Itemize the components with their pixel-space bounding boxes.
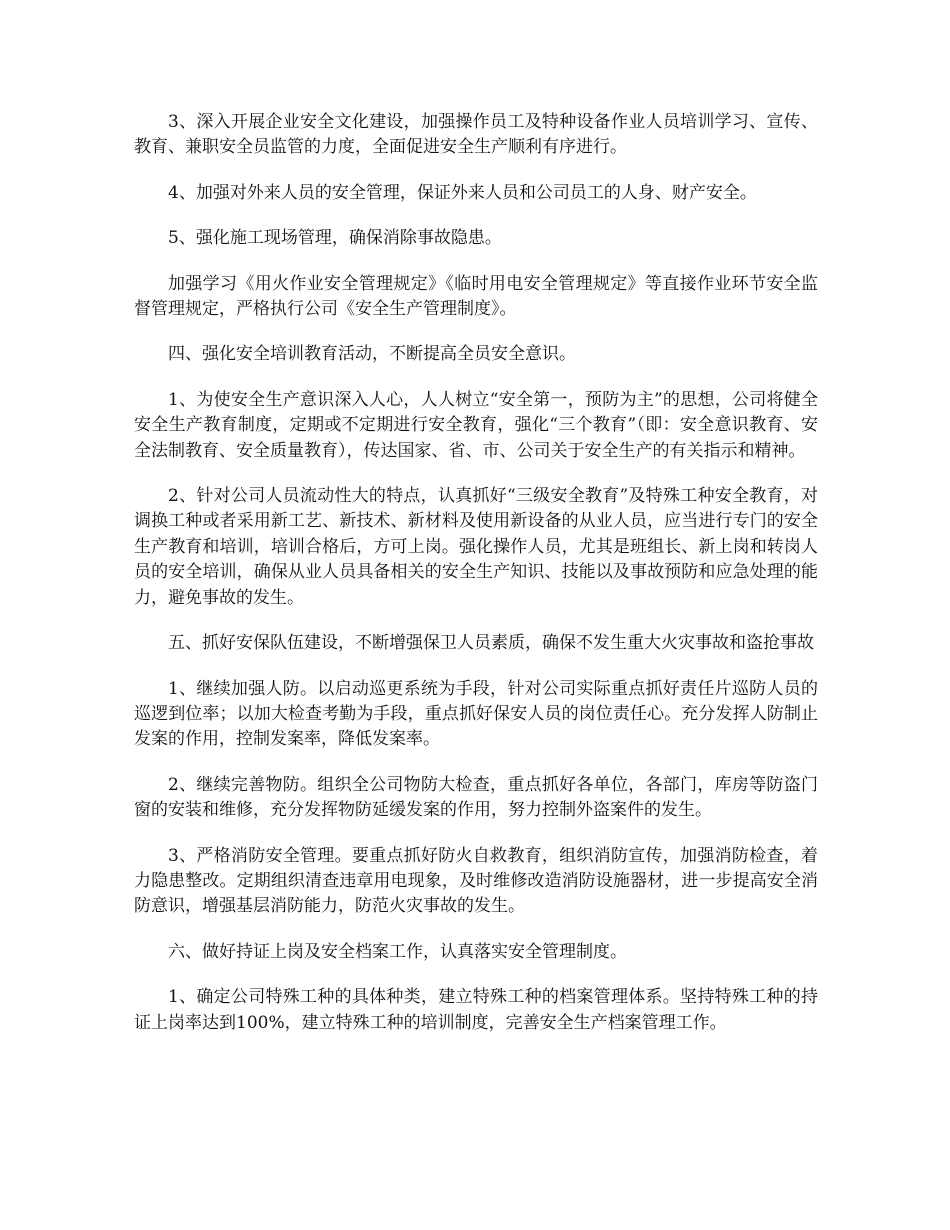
section-heading-5: 五、抓好安保队伍建设，不断增强保卫人员素质，确保不发生重大火灾事故和盗抢事故 <box>168 633 814 654</box>
paragraph-6-1: 1、确定公司特殊工种的具体种类，建立特殊工种的档案管理体系。坚持特殊工种的持证上岗率达到100%，建立特殊工种的培训制度，完善安全生产档案管理工作。 <box>134 987 818 1033</box>
paragraph-item-3-culture: 3、深入开展企业安全文化建设，加强操作员工及特种设备作业人员培训学习、宣传、教育、兼职安全员监管的力度，全面促进安全生产顺利有序进行。 <box>134 112 818 158</box>
paragraph-4-1: 1、为使安全生产意识深入人心，人人树立“安全第一，预防为主”的思想，公司将健全安全生产教育制度，定期或不定期进行安全教育，强化“三个教育”（即：安全意识教育、安全法制教育、安全质量教育），传达国家、省、市、公司关于安全生产的有关指示和精神。 <box>134 389 818 461</box>
paragraph-regulations: 加强学习《用火作业安全管理规定》《临时用电安全管理规定》等直接作业环节安全监督管理规定，严格执行公司《安全生产管理制度》。 <box>134 273 818 320</box>
paragraph-5-1: 1、继续加强人防。以启动巡更系统为手段，针对公司实际重点抓好责任片巡防人员的巡逻到位率；以加大检查考勤为手段，重点抓好保安人员的岗位责任心。充分发挥人防制止发案的作用，控制发案率，降低发案率。 <box>134 678 818 750</box>
paragraph-5-3: 3、严格消防安全管理。要重点抓好防火自救教育，组织消防宣传，加强消防检查，着力隐患整改。定期组织清查违章用电现象，及时维修改造消防设施器材，进一步提高安全消防意识，增强基层消防能力，防范火灾事故的发生。 <box>134 845 818 917</box>
paragraph-item-4-visitors: 4、加强对外来人员的安全管理，保证外来人员和公司员工的人身、财产安全。 <box>168 182 757 203</box>
paragraph-5-2: 2、继续完善物防。组织全公司物防大检查，重点抓好各单位，各部门，库房等防盗门窗的安装和维修，充分发挥物防延缓发案的作用，努力控制外盗案件的发生。 <box>134 774 818 821</box>
section-heading-4: 四、强化安全培训教育活动，不断提高全员安全意识。 <box>168 344 576 365</box>
section-heading-6: 六、做好持证上岗及安全档案工作，认真落实安全管理制度。 <box>168 941 627 962</box>
paragraph-item-5-site: 5、强化施工现场管理，确保消除事故隐患。 <box>168 228 502 249</box>
paragraph-4-2: 2、针对公司人员流动性大的特点，认真抓好“三级安全教育”及特殊工种安全教育，对调换工种或者采用新工艺、新技术、新材料及使用新设备的从业人员，应当进行专门的安全生产教育和培训，培训合格后，方可上岗。强化操作人员，尤其是班组长、新上岗和转岗人员的安全培训，确保从业人员具备相关的安全生产知识、技能以及事故预防和应急处理的能力，避免事故的发生。 <box>134 486 818 608</box>
